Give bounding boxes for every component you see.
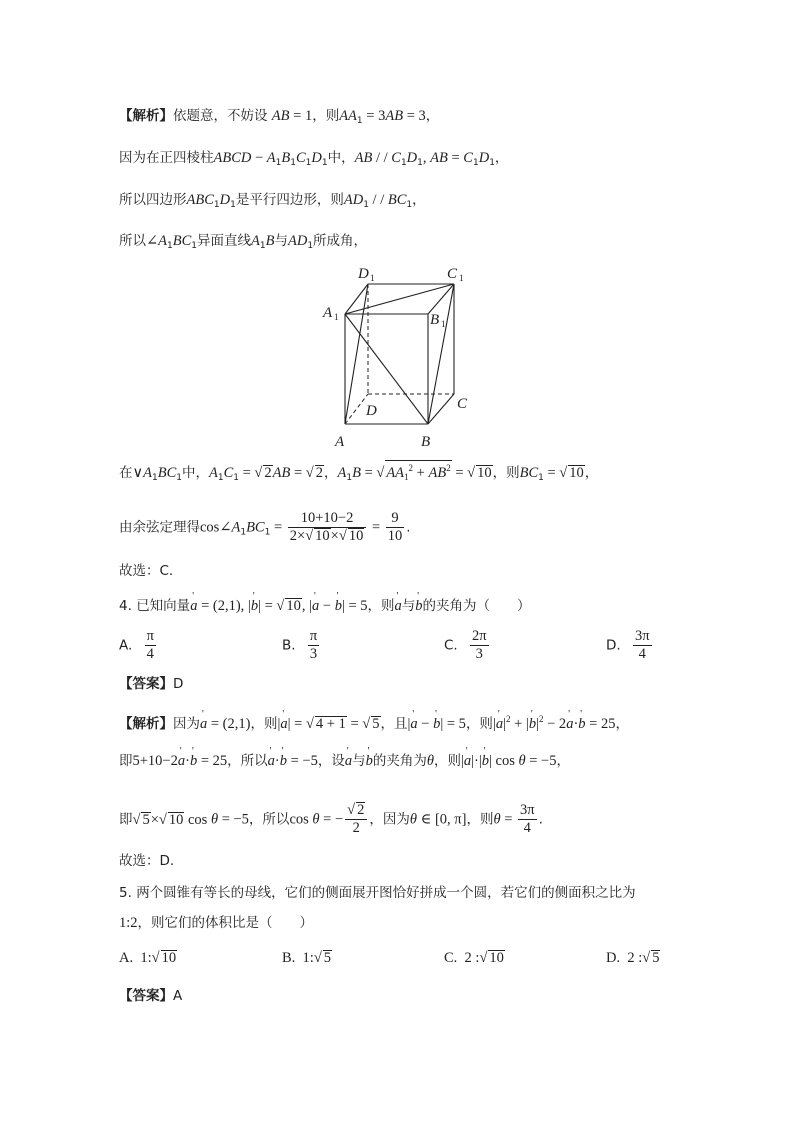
figure-label-d1: 1 [370,273,375,283]
svg-text:C: C [447,266,458,282]
q4-answer: 【答案】D [119,676,184,692]
q4-analysis-line-4: 故选：D. [119,853,175,869]
q5-option-b[interactable]: B. 1:√ 5 [282,950,332,966]
question-5-line-2: 1:2，则它们的体积比是（ ） [119,915,314,931]
figure-label-b: B [421,434,431,450]
analysis-line-7: 故选：C. [119,563,174,579]
figure-label-d: D [366,403,377,419]
svg-text:D: D [358,266,369,282]
q4-option-d[interactable]: D. $\frac{3\pi}{4}$ [606,628,650,662]
q5-option-d[interactable]: D. 2 :√ 5 [606,950,660,966]
analysis-line-3: 所以四边形$ABC_1D_1$是平行四边形，则$AD_1$ / / $BC_1$， [119,192,426,210]
prism-figure [318,258,478,454]
q4-analysis-line-2: 即5+10−2' a·' b = 25，所以' a·' b = −5，设' a与' b的夹角为θ，则|' a|·|' b| cos θ = −5， [119,750,570,772]
analysis-line-6: 由余弦定理得$\cos\angle A_1BC_1$ = $\frac{10+10-2}{2\times√ 10\times√ 10}$ = $\frac{9}{10}$ . [119,510,411,544]
figure-label-a1: 1 [334,312,339,322]
analysis-line-5: 在$\vee A_1BC_1$中，$A_1C_1$ = √ 2AB = √ 2，$A_1B$ = √ $AA_1^2 + AB^2$ = √ 10，则$BC_1$ = √ 10， [119,460,598,489]
q5-option-a[interactable]: A. 1:√ 10 [119,950,177,966]
figure-label-b1: 1 [441,319,446,329]
q5-answer-value: A [173,988,183,1004]
q4-option-a[interactable]: A. $\frac{\pi}{4}$ [119,628,154,662]
figure-label-a: A [335,434,345,450]
q4-option-b[interactable]: B. $\frac{\pi}{3}$ [282,628,318,662]
analysis-line-1: 【解析】依题意，不妨设 AB = 1，则$AA_1 = 3AB = 3$， [119,108,440,126]
figure-label-c1: 1 [459,273,464,283]
svg-text:A: A [323,305,333,321]
svg-text:B: B [430,312,440,328]
analysis-line-2: 因为在正四棱柱ABCD − $A_1B_1C_1D_1$中，AB / / $C_1D_1$, AB = $C_1D_1$， [119,150,509,168]
q5-answer: 【答案】A [119,988,183,1004]
question-4: 4. 已知向量' a = (2,1), |' b| = √ 10, |' a − ' b| = 5，则' a与' b的夹角为（ ） [119,595,531,617]
analysis-line-4: 所以$\angle A_1BC_1$异面直线$A_1B$与$AD_1$所成角， [119,233,368,251]
analysis-label: 【解析】 [119,108,173,124]
q4-analysis-line-3: 即√ 5×√ 10 cos θ = −5，所以cos θ = − $\frac{√ 2}{2}$ ，因为θ ∈ [0, π]，则θ = $\frac{3\pi}{4}$ . [119,802,543,836]
q4-answer-value: D [173,676,184,692]
q4-analysis-line-1: 【解析】因为' a = (2,1)，则|' a| = √ 4 + 1 = √ 5，且|' a − ' b| = 5，则|' $a|^2$ + |' $b|^2 - 2'$ a·' b = 25， [119,708,629,735]
figure-label-c: C [457,396,468,412]
q4-option-c[interactable]: C. $\frac{2\pi}{3}$ [444,628,487,662]
question-5-line-1: 5. 两个圆锥有等长的母线，它们的侧面展开图恰好拼成一个圆，若它们的侧面积之比为 [119,885,636,901]
q5-option-c[interactable]: C. 2 :√ 10 [444,950,504,966]
